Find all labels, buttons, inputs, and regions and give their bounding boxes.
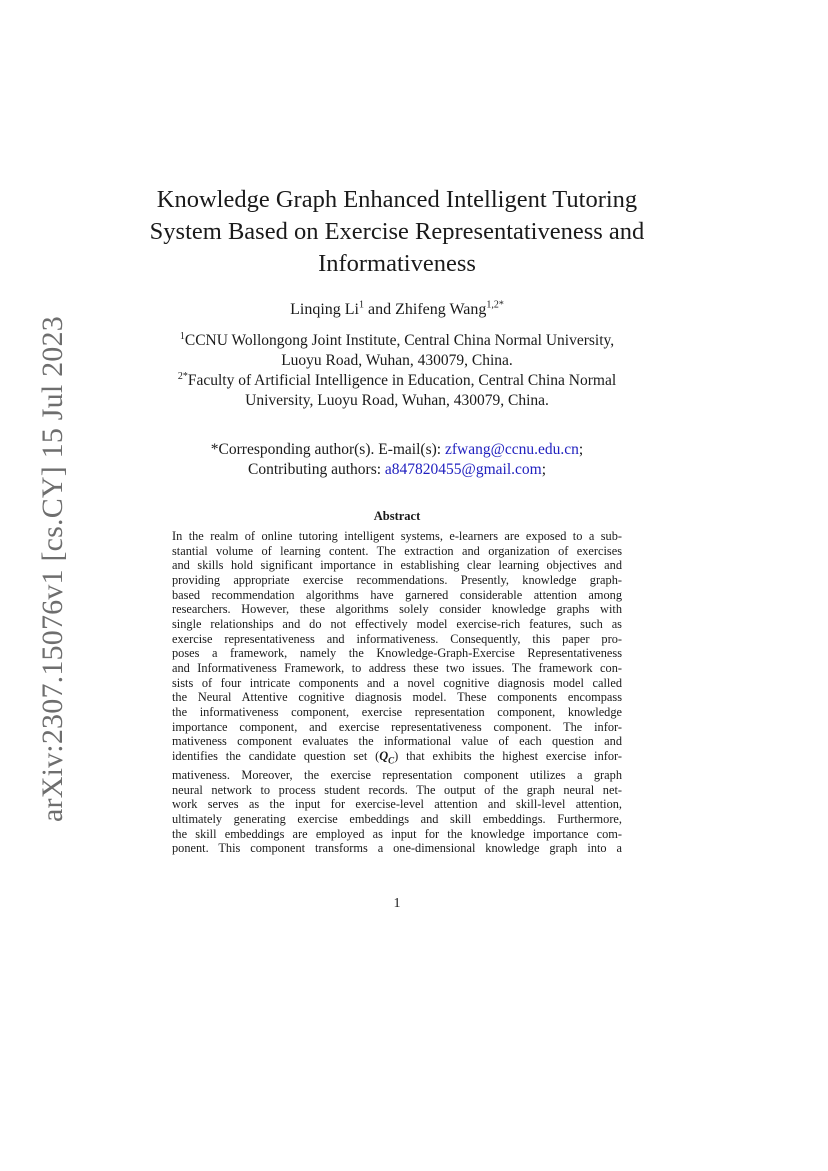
- author-conjunction: and: [364, 301, 396, 318]
- affiliation-text: University, Luoyu Road, Wuhan, 430079, China.: [245, 392, 549, 409]
- abstract-line: single relationships and do not effectively model exercise-rich features, such as: [172, 616, 622, 631]
- abstract-line: providing appropriate exercise recommendations. Presently, knowledge graph-: [172, 572, 622, 587]
- corresponding-label: *Corresponding author(s). E-mail(s):: [210, 441, 445, 458]
- page-number: 1: [393, 896, 401, 911]
- abstract-line: importance component, and exercise representativeness component. The infor-: [172, 719, 622, 734]
- abstract-line: In the realm of online tutoring intelligent systems, e-learners are exposed to a sub-: [172, 529, 622, 543]
- abstract-line: neural network to process student records. The output of the graph neural net-: [172, 782, 622, 797]
- abstract-line: ponent. This component transforms a one-dimensional knowledge graph into a: [172, 841, 622, 856]
- abstract-line: ultimately generating exercise embeddings and skill embeddings. Furthermore,: [172, 811, 622, 826]
- title-line: System Based on Exercise Representativeness and: [149, 218, 645, 245]
- abstract-line: poses a framework, namely the Knowledge-Graph-Exercise Representativeness: [172, 646, 622, 661]
- corresponding-email-link[interactable]: zfwang@ccnu.edu.cn: [444, 441, 579, 458]
- abstract-line: and skills hold significant importance in establishing clear learning objectives and: [172, 558, 622, 573]
- abstract-line: mativeness. Moreover, the exercise representation component utilizes a graph: [172, 767, 622, 782]
- abstract-line: mativeness component evaluates the informational value of each question and: [172, 734, 622, 749]
- abstract-text: ) that exhibits the highest exercise infor-: [394, 748, 622, 763]
- affiliation-text: Faculty of Artificial Intelligence in Education, Central China Normal: [187, 372, 617, 389]
- abstract-line-with-math: [172, 749, 622, 768]
- author-name: Zhifeng Wang: [395, 301, 487, 318]
- author-affil-mark: 1,2*: [486, 299, 504, 311]
- paper-title: [120, 184, 674, 280]
- abstract-line: researchers. However, these algorithms solely consider knowledge graphs with: [172, 602, 622, 617]
- contact-info: [150, 440, 644, 480]
- author-affil-mark: 1: [359, 299, 364, 311]
- title-line: Knowledge Graph Enhanced Intelligent Tutoring: [156, 186, 638, 213]
- contributing-label: Contributing authors:: [248, 461, 385, 478]
- abstract-heading: Abstract: [373, 509, 421, 523]
- abstract-line: the skill embeddings are employed as input for the knowledge importance com-: [172, 826, 622, 841]
- contributing-email-link[interactable]: a847820455@gmail.com: [384, 461, 542, 478]
- abstract-line: and Informativeness Framework, to address these two issues. The framework con-: [172, 660, 622, 675]
- abstract-line: the Neural Attentive cognitive diagnosis model. These components encompass: [172, 690, 622, 705]
- abstract-line: the informativeness component, exercise representation component, knowledge: [172, 704, 622, 719]
- title-line: Informativeness: [318, 250, 476, 277]
- math-subscript-c: C: [388, 755, 395, 766]
- abstract-text: identifies the candidate question set (: [172, 748, 380, 763]
- author-list: [120, 301, 674, 319]
- abstract-line: exercise representativeness and informativeness. Consequently, this paper pro-: [172, 631, 622, 646]
- arxiv-stamp: arXiv:2307.15076v1 [cs.CY] 15 Jul 2023: [36, 316, 69, 822]
- math-symbol-q: Q: [379, 748, 389, 763]
- abstract-line: based recommendation algorithms have garnered considerable attention among: [172, 587, 622, 602]
- affiliation-text: Luoyu Road, Wuhan, 430079, China.: [281, 352, 513, 369]
- abstract-line: stantial volume of learning content. The extraction and organization of exercises: [172, 543, 622, 558]
- affiliation-text: CCNU Wollongong Joint Institute, Central China Normal University,: [184, 332, 615, 349]
- affiliation: [150, 331, 644, 371]
- abstract-line: sists of four intricate components and a novel cognitive diagnosis model called: [172, 675, 622, 690]
- author-name: Linqing Li: [290, 301, 359, 318]
- punctuation: ;: [578, 441, 584, 458]
- abstract-body: [172, 529, 622, 856]
- abstract-line: work serves as the input for exercise-level attention and skill-level attention,: [172, 797, 622, 812]
- affiliation-mark: 1: [179, 330, 185, 342]
- affiliation: [150, 371, 644, 411]
- punctuation: ;: [541, 461, 546, 478]
- affiliation-mark: 2*: [177, 370, 188, 382]
- affiliations: [150, 331, 644, 411]
